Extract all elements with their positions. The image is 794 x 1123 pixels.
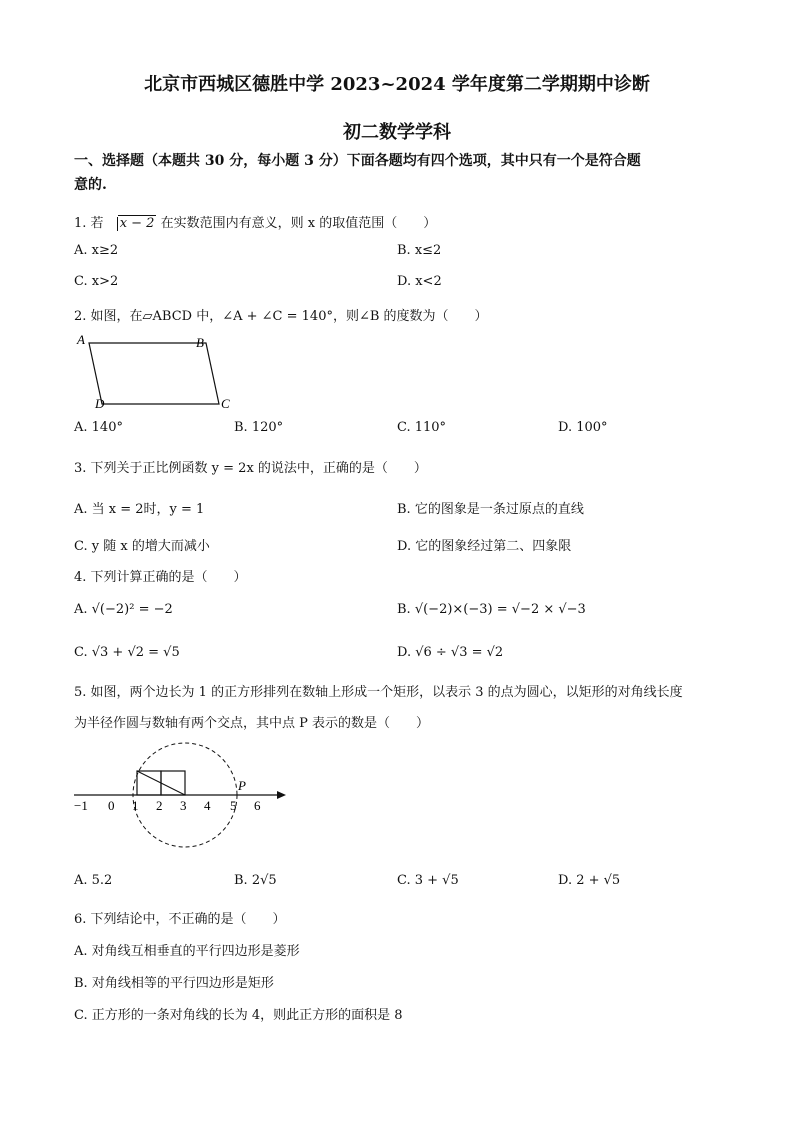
q2-option-b: B. 120° [234, 420, 284, 435]
q3-option-d: D. 它的图象经过第二、四象限 [397, 539, 572, 554]
section-heading-line1: 一、选择题（本题共 30 分，每小题 3 分）下面各题均有四个选项，其中只有一个是符合题 [74, 153, 641, 169]
vertex-label-d: D [95, 396, 105, 411]
q6-option-c: C. 正方形的一条对角线的长为 4，则此正方形的面积是 8 [74, 1008, 403, 1023]
q5-option-b: B. 2√5 [234, 873, 277, 888]
tick-label-neg1: −1 [74, 798, 88, 813]
q3-option-c: C. y 随 x 的增大而减小 [74, 539, 210, 554]
question-4-stem: 4. 下列计算正确的是（ ） [74, 570, 247, 585]
q5-option-d: D. 2 + √5 [558, 873, 621, 888]
parallelogram-figure [70, 330, 240, 412]
question-5-line2: 为半径作圆与数轴有两个交点，其中点 P 表示的数是（ ） [74, 716, 430, 731]
tick-label-0: 0 [108, 798, 115, 813]
tick-label-5: 5 [230, 798, 237, 813]
q5-option-a: A. 5.2 [74, 873, 113, 888]
square-1 [137, 771, 161, 795]
question-3-stem: 3. 下列关于正比例函数 y = 2x 的说法中，正确的是（ ） [74, 461, 427, 476]
sqrt-symbol [108, 216, 157, 231]
vertex-label-b: B [196, 335, 204, 350]
q4-option-d: D. √6 ÷ √3 = √2 [397, 645, 504, 660]
page-subtitle: 初二数学学科 [343, 122, 451, 143]
q1-option-d: D. x<2 [397, 274, 442, 289]
q4-option-b: B. √(−2)×(−3) = √−2 × √−3 [397, 602, 586, 617]
question-1-radicand: x − 2 [119, 216, 155, 231]
vertex-label-c: C [221, 396, 230, 411]
page-title: 北京市西城区德胜中学 2023~2024 学年度第二学期期中诊断 [144, 74, 650, 95]
question-1-post: 在实数范围内有意义，则 x 的取值范围（ ） [160, 216, 437, 231]
question-5-line1: 5. 如图，两个边长为 1 的正方形排列在数轴上形成一个矩形，以表示 3 的点为圆心，以矩形的对角线长度 [74, 685, 683, 700]
question-1-pre: 1. 若 [74, 216, 104, 231]
q2-option-d: D. 100° [558, 420, 608, 435]
q1-option-c: C. x>2 [74, 274, 119, 289]
q3-option-b: B. 它的图象是一条过原点的直线 [397, 502, 584, 517]
q6-option-b: B. 对角线相等的平行四边形是矩形 [74, 976, 274, 991]
tick-label-1: 1 [132, 798, 139, 813]
q6-option-a: A. 对角线互相垂直的平行四边形是菱形 [74, 944, 300, 959]
section-heading-line2: 意的. [74, 177, 107, 193]
question-1-stem [74, 212, 436, 231]
number-line-figure [68, 738, 298, 856]
q1-option-a: A. x≥2 [74, 243, 119, 258]
question-6-stem: 6. 下列结论中，不正确的是（ ） [74, 912, 286, 927]
tick-label-2: 2 [156, 798, 163, 813]
question-2-stem: 2. 如图，在▱ABCD 中，∠A + ∠C = 140°，则∠B 的度数为（ ） [74, 309, 488, 324]
q4-option-c: C. √3 + √2 = √5 [74, 645, 180, 660]
tick-label-3: 3 [180, 798, 187, 813]
q2-option-c: C. 110° [397, 420, 447, 435]
vertex-label-a: A [77, 332, 85, 347]
axis-arrow [277, 791, 286, 799]
tick-label-4: 4 [204, 798, 211, 813]
q3-option-a: A. 当 x = 2时，y = 1 [74, 502, 205, 517]
q4-option-a: A. √(−2)² = −2 [74, 602, 173, 617]
q1-option-b: B. x≤2 [397, 243, 442, 258]
tick-label-6: 6 [254, 798, 261, 813]
parallelogram-shape [89, 343, 219, 404]
square-2 [161, 771, 185, 795]
q5-option-c: C. 3 + √5 [397, 873, 459, 888]
q2-option-a: A. 140° [74, 420, 123, 435]
point-p-label: P [238, 778, 246, 793]
